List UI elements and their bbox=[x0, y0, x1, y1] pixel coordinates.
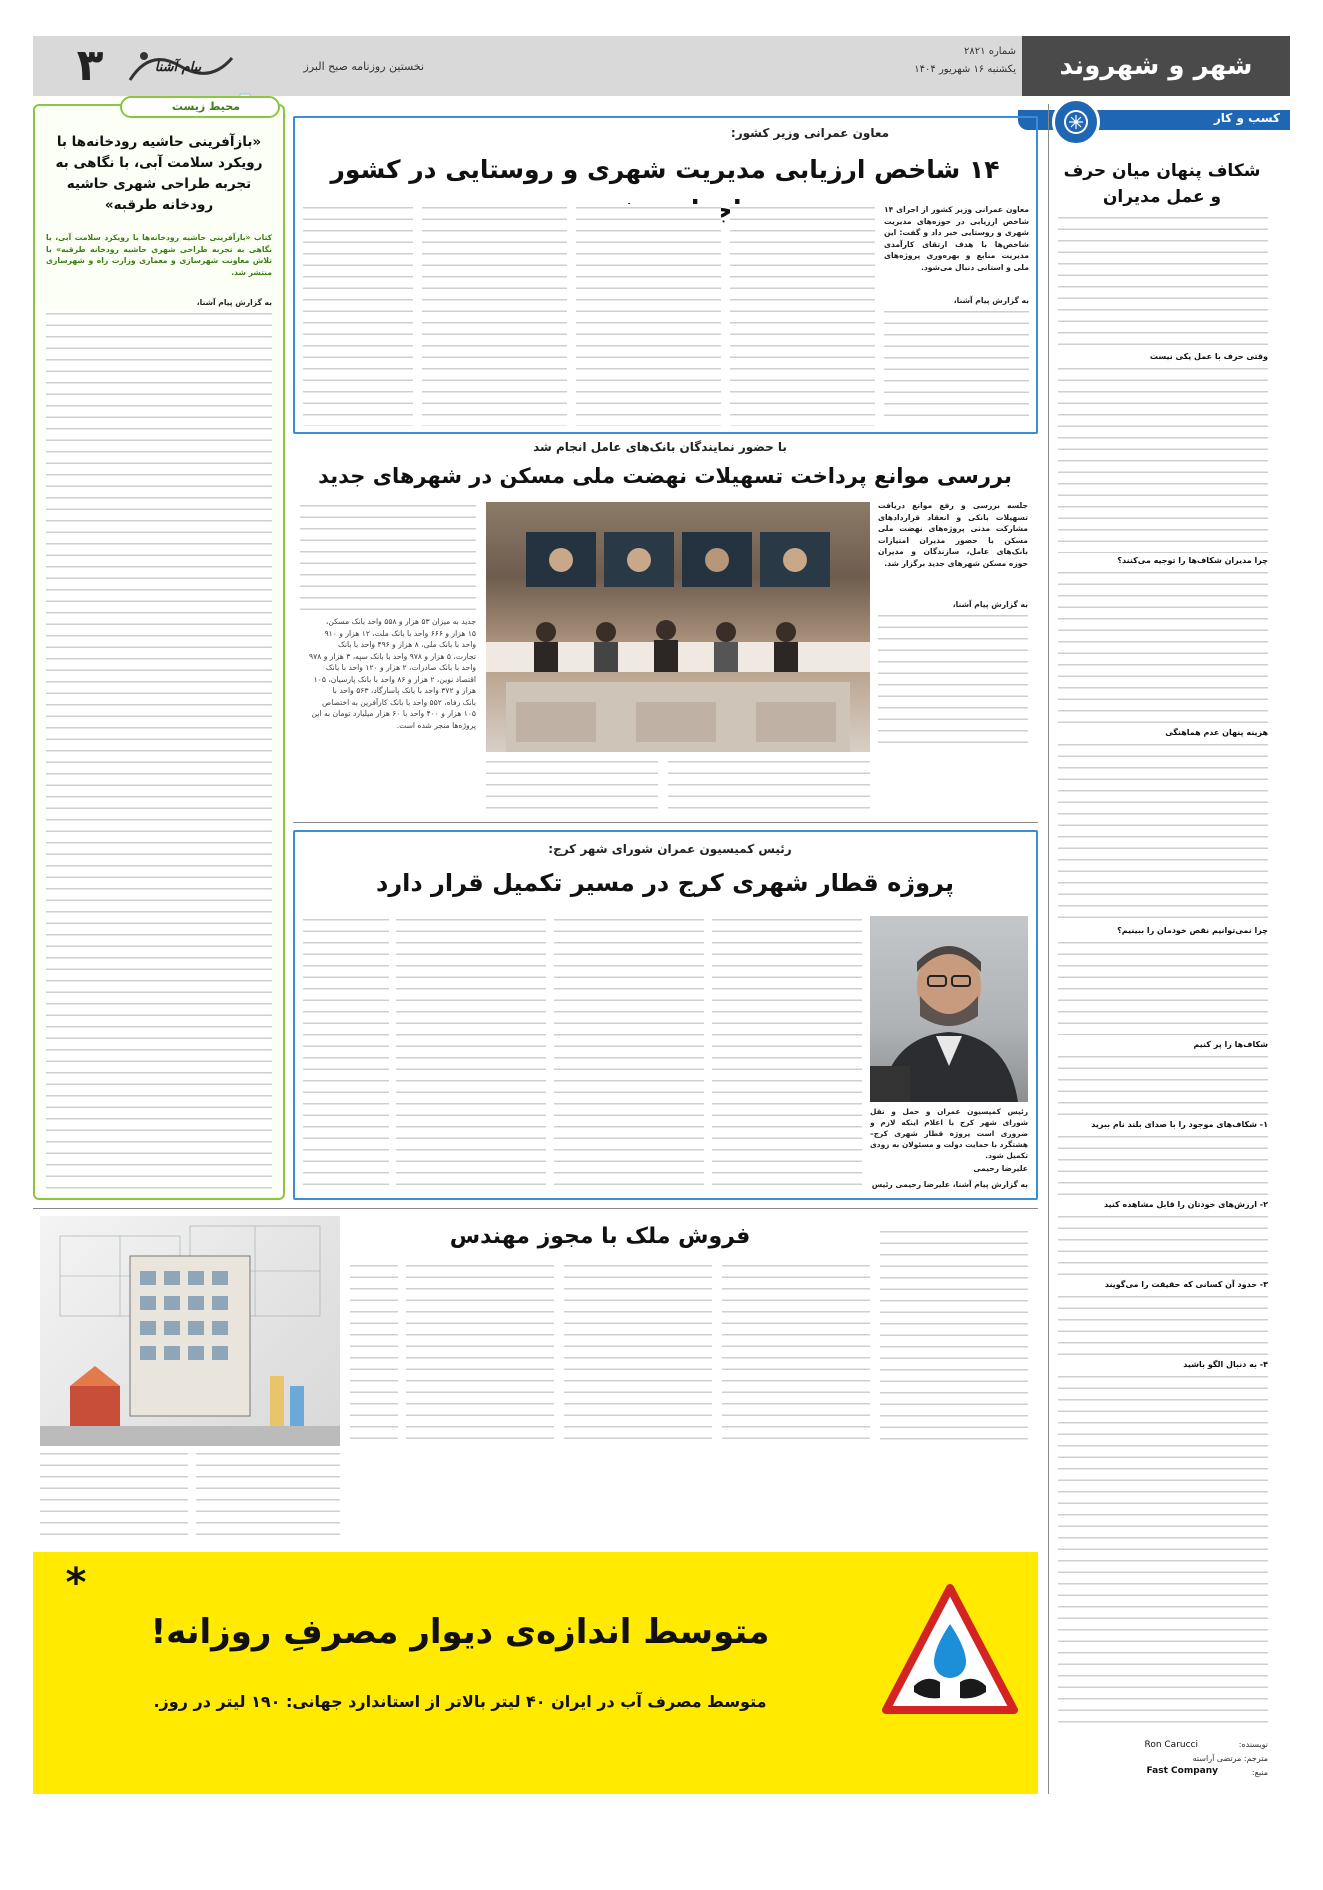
bank-stats-line: بانک رفاه، ۵۵۲ واحد با بانک کارآفرین به اختصاص bbox=[322, 697, 476, 707]
property-article-col1 bbox=[880, 1228, 1028, 1446]
bank-stats-line: تجارت، ۵ هزار و ۹۷۸ واحد با بانک سپه، ۳ هزار و ۹۷۸ bbox=[309, 651, 476, 661]
train-article-title: پروژه قطار شهری کرج در مسیر تکمیل قرار دارد bbox=[376, 869, 954, 897]
business-body-2 bbox=[1058, 365, 1268, 553]
train-article-byline: به گزارش پیام آشنا، علیرضا رحیمی رئیس bbox=[871, 1180, 1028, 1189]
business-subhead-6: ۱- شکاف‌های موجود را با صدای بلند نام ببرید bbox=[1091, 1120, 1268, 1129]
meeting-photo bbox=[486, 502, 870, 752]
train-article-col1 bbox=[712, 916, 862, 1190]
building-blueprint-graphic bbox=[40, 1216, 340, 1446]
business-subhead-2: چرا مدیران شکاف‌ها را توجیه می‌کنند؟ bbox=[1117, 556, 1268, 565]
business-subhead-1: وقتی حرف با عمل یکی نیست bbox=[1149, 352, 1268, 361]
top-article-byline: به گزارش پیام آشنا، bbox=[953, 296, 1029, 305]
property-article-title: فروش ملک با مجوز مهندس bbox=[449, 1224, 751, 1249]
top-article-col5 bbox=[303, 204, 413, 426]
portrait-graphic bbox=[870, 916, 1028, 1102]
env-title: «بازآفرینی حاشیه رودخانه‌ها با رویکرد سلامت آبی، با نگاهی به تجربه طراحی شهری حاشیه رودخانه طرقبه» bbox=[55, 134, 263, 213]
rahimi-photo bbox=[870, 916, 1028, 1102]
ad-star: * bbox=[65, 1560, 87, 1606]
translator: مترجم: مرتضی آراسته bbox=[1192, 1754, 1268, 1763]
bank-article-lead: جلسه بررسی و رفع موانع دریافت تسهیلات بانکی و انعقاد قراردادهای مشارکت مدنی پروژه‌های نهضت ملی مسکن با حضور مدیران امتیازات بانک‌های عامل، سازندگان و مدیران حوزه مسکن شهرهای جدید برگزار شد. bbox=[878, 501, 1028, 568]
env-rubric: محیط زیست bbox=[171, 100, 240, 113]
top-article-lead: معاون عمرانی وزیر کشور از اجرای ۱۴ شاخص ارزیابی در حوزه‌های مدیریت شهری و روستایی خبر داد و گفت: این شاخص‌ها با هدف ارتقای کارآمدی مدیریت منابع و بهره‌وری پروژه‌های ملی و استانی دنبال می‌شود. bbox=[884, 205, 1029, 272]
bank-article-title: بررسی موانع پرداخت تسهیلات نهضت ملی مسکن در شهرهای جدید bbox=[318, 464, 1012, 488]
rahimi-caption: رئیس کمیسیون عمران و حمل و نقل شورای شهر کرج با اعلام اینکه لازم و ضروری است پروژه قطار شهری کرج–هشتگرد با حمایت دولت و مسئولان به زودی تکمیل شود. bbox=[870, 1107, 1028, 1160]
property-article-col5 bbox=[350, 1262, 398, 1446]
business-body-7 bbox=[1058, 1133, 1268, 1197]
business-body-5 bbox=[1058, 939, 1268, 1035]
train-article-col4 bbox=[303, 916, 389, 1190]
business-body-6 bbox=[1058, 1053, 1268, 1117]
source-label: منبع: bbox=[1251, 1768, 1268, 1777]
newspaper-tagline: نخستین روزنامه صبح البرز bbox=[303, 60, 424, 73]
top-article-col1 bbox=[884, 308, 1029, 426]
bank-stats-line: هزار و ۳۷۲ واحد با بانک پاسارگاد، ۵۶۳ واحد با bbox=[332, 686, 476, 695]
business-title: شکاف پنهان میان حرف و عمل مدیران bbox=[1063, 161, 1261, 207]
business-subhead-4: چرا نمی‌توانیم نقص خودمان را ببینیم؟ bbox=[1117, 926, 1268, 935]
bank-stats-line: واحد با بانک صادرات، ۲ هزار و ۱۲۰ واحد با بانک bbox=[325, 663, 476, 672]
bank-stats-line: ۱۵ هزار و ۶۶۶ واحد با بانک ملت، ۱۲ هزار و ۹۱۰ bbox=[324, 628, 476, 638]
env-byline: به گزارش پیام آشنا، bbox=[196, 298, 272, 307]
bank-stats-block bbox=[300, 616, 476, 731]
bank-article-byline: به گزارش پیام آشنا، bbox=[952, 600, 1028, 609]
author-name: Ron Carucci bbox=[1144, 1740, 1198, 1750]
page-number: ۳ bbox=[76, 40, 104, 91]
bank-article-col4-top bbox=[300, 502, 476, 614]
top-article-col3 bbox=[576, 204, 721, 426]
rubric-label: کسب و کار bbox=[1213, 111, 1280, 125]
top-article-kicker: معاون عمرانی وزیر کشور: bbox=[730, 126, 890, 140]
top-article-title: ۱۴ شاخص ارزیابی مدیریت شهری و روستایی در کشور bbox=[330, 155, 1000, 184]
train-article-kicker: رئیس کمیسیون عمران شورای شهر کرج: bbox=[548, 842, 792, 856]
business-body-4 bbox=[1058, 741, 1268, 923]
section-divider bbox=[293, 822, 1038, 823]
ad-headline: متوسط اندازه‌ی دیوار مصرفِ روزانه! bbox=[150, 1612, 770, 1652]
bank-article-col3 bbox=[486, 758, 658, 814]
blueprint-illustration bbox=[40, 1216, 340, 1446]
business-subhead-8: ۳- حدود آن کسانی که حقیقت را می‌گویند bbox=[1104, 1280, 1268, 1289]
business-subhead-7: ۲- ارزش‌های خودتان را قابل مشاهده کنید bbox=[1103, 1200, 1268, 1209]
env-body bbox=[46, 310, 272, 1190]
bank-article-col1 bbox=[878, 612, 1028, 752]
bank-stats-line: ۱۰۵ هزار و ۴۰۰ واحد با ۶۰ هزار میلیارد تومان به این bbox=[311, 709, 476, 718]
property-article-col4 bbox=[406, 1262, 554, 1446]
bank-stats-line: واحد با بانک ملی، ۸ هزار و ۴۹۶ واحد با بانک bbox=[338, 640, 476, 649]
train-article-col3 bbox=[396, 916, 546, 1190]
bank-article-col2 bbox=[668, 758, 870, 814]
bank-stats-line: پروژه‌ها منجر شده است. bbox=[396, 720, 476, 730]
newspaper-name: پیام آشنا bbox=[154, 60, 202, 75]
top-article-col4 bbox=[422, 204, 567, 426]
column-divider bbox=[1048, 104, 1049, 1794]
bank-stats-line: جدید به میزان ۵۳ هزار و ۵۵۸ واحد بانک مسکن، bbox=[325, 617, 476, 626]
brain-icon bbox=[1052, 98, 1100, 146]
business-subhead-9: ۴- به دنبال الگو باشید bbox=[1183, 1360, 1268, 1369]
bank-stats-line: اقتصاد نوین، ۲ هزار و ۸۶ واحد با بانک پارسیان، ۱۰۵ bbox=[313, 674, 476, 684]
property-article-col6 bbox=[196, 1450, 340, 1542]
source-name: Fast Company bbox=[1146, 1766, 1218, 1776]
property-article-col2 bbox=[722, 1262, 870, 1446]
train-article-col2 bbox=[554, 916, 704, 1190]
bank-article-kicker: با حضور نمایندگان بانک‌های عامل انجام شد bbox=[533, 440, 787, 454]
meeting-room-graphic bbox=[486, 502, 870, 752]
ad-subline: متوسط مصرف آب در ایران ۴۰ لیتر بالاتر از استاندارد جهانی: ۱۹۰ لیتر در روز. bbox=[153, 1692, 767, 1711]
business-body-1 bbox=[1058, 214, 1268, 348]
business-body-3 bbox=[1058, 569, 1268, 725]
issue-date: یکشنبه ۱۶ شهریور ۱۴۰۴ bbox=[914, 64, 1016, 75]
rahimi-caption-name: علیرضا رحیمی bbox=[973, 1164, 1028, 1173]
business-subhead-3: هزینه پنهان عدم هماهنگی bbox=[1165, 728, 1268, 737]
section-title: شهر و شهروند bbox=[1022, 36, 1290, 96]
water-warning-icon bbox=[880, 1582, 1020, 1722]
author-label: نویسنده: bbox=[1238, 1740, 1268, 1749]
business-body-10 bbox=[1058, 1373, 1268, 1731]
property-article-col7 bbox=[40, 1450, 188, 1542]
issue-number: شماره ۲۸۲۱ bbox=[964, 46, 1016, 57]
business-subhead-5: شکاف‌ها را پر کنیم bbox=[1193, 1040, 1268, 1049]
top-article-col2 bbox=[730, 204, 875, 426]
business-body-9 bbox=[1058, 1293, 1268, 1357]
property-article-col3 bbox=[564, 1262, 712, 1446]
business-body-8 bbox=[1058, 1213, 1268, 1277]
section-divider bbox=[33, 1208, 1038, 1209]
env-lead: کتاب «بازآفرینی حاشیه رودخانه‌ها با رویکرد سلامت آبی، با نگاهی به تجربه طراحی شهری حاشیه رودخانه طرقبه» با تلاش معاونت شهرسازی و معماری وزارت راه و شهرسازی منتشر شد. bbox=[46, 233, 272, 277]
